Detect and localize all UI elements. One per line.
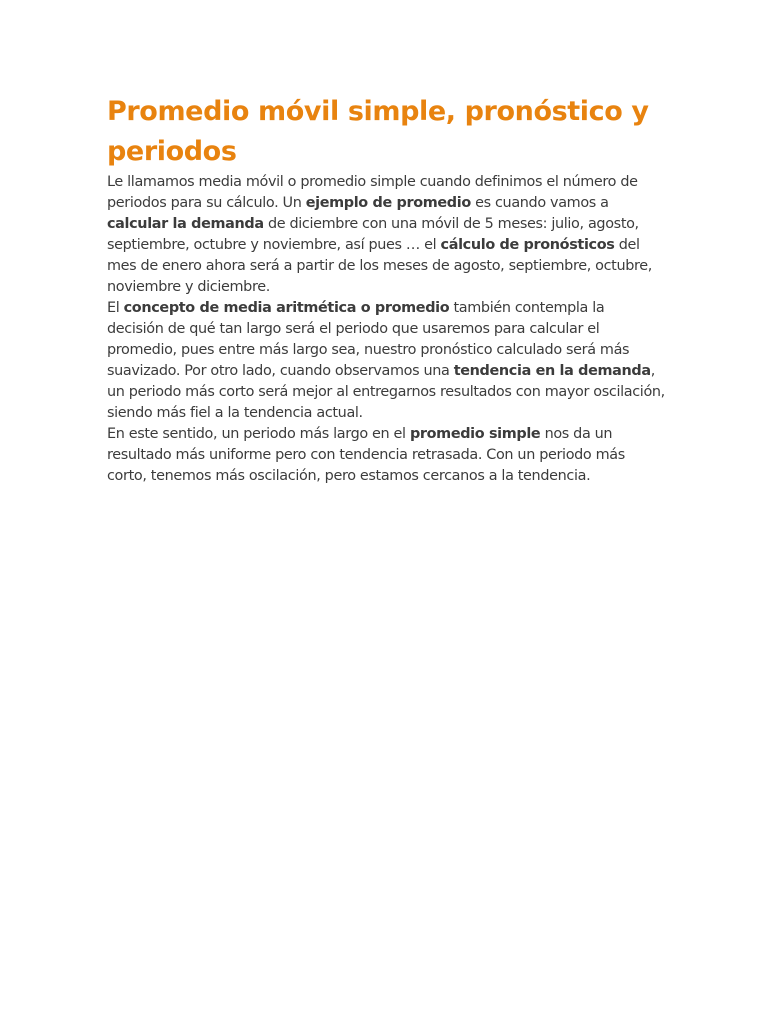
paragraph-1 (107, 172, 665, 298)
paragraph-2-text-3: , un periodo más corto será mejor al entregarnos resultados con mayor oscilación, siendo más fiel a la tendencia actual. (107, 363, 665, 421)
keyword-calculo-de-pronosticos: cálculo de pronósticos (440, 237, 615, 253)
keyword-calcular-la-demanda: calcular la demanda (107, 216, 264, 232)
article (107, 92, 665, 487)
paragraph-3 (107, 424, 665, 487)
keyword-promedio-simple: promedio simple (409, 426, 541, 442)
paragraph-1-text-4: del mes de enero ahora será a partir de los meses de agosto, septiembre, octubre, noviembre y diciembre. (107, 237, 652, 295)
paragraph-2 (107, 298, 665, 424)
paragraph-2-text-1: El (107, 300, 124, 316)
paragraph-1-text-3: de diciembre con una móvil de 5 meses: julio, agosto, septiembre, octubre y noviembre, así pues … el (107, 216, 639, 253)
paragraph-3-text-1: En este sentido, un periodo más largo en el (107, 426, 410, 442)
paragraph-3-text-2: nos da un resultado más uniforme pero con tendencia retrasada. Con un periodo más corto, tenemos más oscilación, pero estamos cercanos a la tendencia. (107, 426, 625, 484)
article-title: Promedio móvil simple, pronóstico y periodos (107, 96, 649, 167)
keyword-concepto-de-media-aritmetica: concepto de media aritmética o promedio (123, 300, 450, 316)
paragraph-1-text-1: Le llamamos media móvil o promedio simple cuando definimos el número de periodos para su cálculo. Un (107, 174, 638, 211)
paragraph-2-text-2: también contempla la decisión de qué tan largo será el periodo que usaremos para calcular el promedio, pues entre más largo sea, nuestro pronóstico calculado será más suavizado. Por otro lado, cuando observamos una (107, 300, 630, 379)
keyword-tendencia-en-la-demanda: tendencia en la demanda (453, 363, 651, 379)
paragraph-1-text-2: es cuando vamos a (470, 195, 609, 211)
keyword-ejemplo-de-promedio: ejemplo de promedio (305, 195, 471, 211)
